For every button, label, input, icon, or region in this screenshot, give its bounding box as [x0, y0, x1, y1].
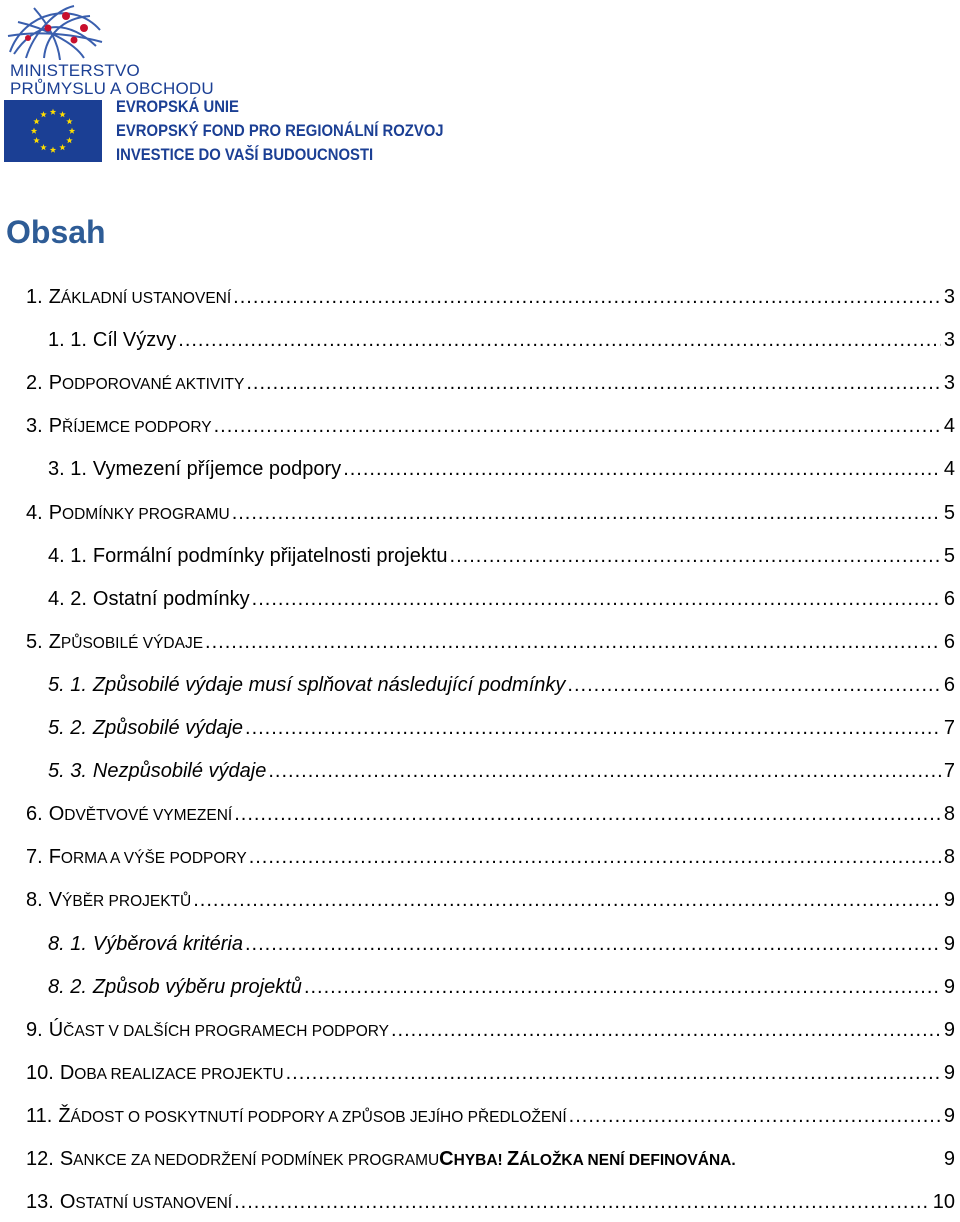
toc-entry[interactable] — [48, 758, 955, 784]
toc-entry-label — [26, 284, 231, 312]
toc-entry-number: 3. 1. — [48, 458, 87, 480]
toc-leader-dots — [450, 543, 941, 569]
toc-leader-dots — [245, 715, 941, 741]
toc-entry-number: 11. — [26, 1105, 53, 1127]
toc-entry-title-rest: OBA REALIZACE PROJEKTU — [74, 1066, 284, 1083]
toc-entry-number: 13. — [26, 1191, 54, 1213]
toc-leader-dots — [252, 586, 941, 612]
toc-entry-title-initial: D — [59, 1062, 75, 1084]
toc-entry-number: 7. — [26, 846, 43, 868]
toc-entry-label — [26, 413, 212, 441]
toc-entry-title: Formální podmínky přijatelnosti projektu — [92, 545, 448, 567]
toc-entry-title-rest: ŘÍJEMCE PODPORY — [62, 419, 212, 436]
toc-entry[interactable] — [26, 413, 955, 439]
toc-entry-label — [48, 327, 176, 353]
toc-entry-title-rest: ÝBĚR PROJEKTŮ — [62, 893, 192, 910]
toc-entry-number: 5. — [26, 631, 43, 653]
ministry-name-line-1: MINISTERSTVO — [10, 61, 140, 80]
toc-entry-title-rest: ÁDOST O POSKYTNUTÍ PODPORY A ZPŮSOB JEJÍHO PŘEDLOŽENÍ — [70, 1109, 567, 1126]
toc-leader-dots — [343, 456, 941, 482]
toc-entry-error-initial: C — [439, 1148, 454, 1170]
toc-entry-title-initial: P — [48, 502, 63, 524]
toc-page-number: 9 — [943, 1148, 955, 1170]
toc-entry[interactable] — [26, 1060, 955, 1086]
toc-page-number: 8 — [943, 803, 955, 825]
toc-entry[interactable] — [48, 672, 955, 698]
toc-entry-label — [26, 1189, 232, 1217]
toc-entry-title-rest: ORMA A VÝŠE PODPORY — [60, 850, 247, 867]
page-title: Obsah — [6, 214, 106, 250]
toc-entry-label — [26, 887, 191, 915]
toc-page-number: 6 — [943, 631, 955, 653]
toc-entry-title-rest: STATNÍ USTANOVENÍ — [75, 1195, 233, 1212]
toc-entry[interactable] — [26, 284, 955, 310]
toc-leader-dots — [391, 1017, 941, 1043]
toc-entry[interactable] — [48, 456, 955, 482]
toc-entry[interactable] — [48, 327, 955, 353]
ministry-name-line-2: PRŮMYSLU A OBCHODU — [10, 79, 214, 98]
toc-entry[interactable] — [26, 1189, 955, 1215]
toc-entry-title-initial: Ú — [48, 1019, 64, 1041]
toc-page-number: 3 — [943, 372, 955, 394]
toc-entry-label — [26, 500, 230, 528]
toc-entry-label — [26, 629, 203, 657]
toc-entry-number: 5. 1. — [48, 674, 87, 696]
toc-entry-number: 1. 1. — [48, 329, 87, 351]
toc-leader-dots — [569, 1103, 941, 1129]
toc-entry[interactable] — [26, 1146, 955, 1172]
toc-entry-error — [439, 1148, 736, 1170]
toc-leader-dots — [205, 629, 941, 655]
toc-entry-title: Nezpůsobilé výdaje — [92, 760, 267, 782]
toc-entry[interactable] — [48, 931, 955, 957]
toc-entry-label — [26, 370, 244, 398]
toc-page-number: 9 — [943, 889, 955, 911]
toc-entry[interactable] — [26, 370, 955, 396]
toc-page-number: 9 — [943, 1062, 955, 1084]
toc-entry-title-rest: DVĚTVOVÉ VYMEZENÍ — [64, 807, 233, 824]
toc-entry-error-rest-2: ÁLOŽKA NENÍ DEFINOVÁNA. — [519, 1152, 736, 1169]
toc-entry-number: 3. — [26, 415, 43, 437]
toc-entry-label — [26, 1146, 736, 1174]
toc-entry-number: 1. — [26, 286, 43, 308]
toc-entry-label — [26, 1103, 567, 1131]
toc-leader-dots — [268, 758, 941, 784]
toc-entry-number: 6. — [26, 803, 43, 825]
toc-entry-title-rest: ODPOROVANÉ AKTIVITY — [62, 376, 245, 393]
toc-entry-label — [48, 456, 341, 482]
toc-entry-number: 4. 2. — [48, 588, 87, 610]
toc-entry[interactable] — [48, 586, 955, 612]
toc-page-number: 9 — [943, 1105, 955, 1127]
toc-entry-label — [48, 543, 448, 569]
toc-entry-number: 4. — [26, 502, 43, 524]
toc-entry-title-rest: ČAST V DALŠÍCH PROGRAMECH PODPORY — [63, 1023, 389, 1040]
toc-entry[interactable] — [26, 629, 955, 655]
toc-page-number: 4 — [943, 415, 955, 437]
toc-entry-title-initial: F — [48, 846, 61, 868]
toc-page-number: 3 — [943, 329, 955, 351]
toc-leader-dots — [567, 672, 940, 698]
toc-entry-title: Vymezení příjemce podpory — [92, 458, 342, 480]
eu-fund-logo — [4, 96, 444, 166]
toc-entry-label — [48, 931, 243, 957]
toc-entry-title-initial: Z — [48, 286, 61, 308]
toc-entry-title-rest: PŮSOBILÉ VÝDAJE — [60, 635, 204, 652]
eu-line-3: INVESTICE DO VAŠÍ BUDOUCNOSTI — [116, 146, 374, 164]
toc-leader-dots — [249, 844, 941, 870]
toc-entry[interactable] — [26, 844, 955, 870]
toc-entry-label — [48, 715, 243, 741]
toc-entry-title: Způsobilé výdaje — [92, 717, 244, 739]
toc-entry-label — [48, 758, 266, 784]
toc-leader-dots — [234, 801, 941, 827]
toc-entry-title: Výběrová kritéria — [92, 933, 243, 955]
toc-entry-label — [26, 801, 232, 829]
toc-leader-dots — [234, 1189, 930, 1215]
toc-entry-title-initial: Z — [48, 631, 61, 653]
toc-entry-number: 8. — [26, 889, 43, 911]
toc-page-number: 4 — [943, 458, 955, 480]
toc-entry[interactable] — [26, 801, 955, 827]
toc-page-number: 6 — [943, 588, 955, 610]
toc-page-number: 8 — [943, 846, 955, 868]
toc-page-number: 7 — [943, 717, 955, 739]
toc-page-number: 3 — [943, 286, 955, 308]
toc-leader-dots — [233, 284, 941, 310]
toc-entry-number: 2. — [26, 372, 43, 394]
toc-entry-number: 5. 2. — [48, 717, 87, 739]
toc-entry-title: Způsobilé výdaje musí splňovat následující podmínky — [92, 674, 566, 696]
toc-entry[interactable] — [26, 1103, 955, 1129]
toc-leader-dots — [232, 500, 941, 526]
toc-entry-title-rest: ODMÍNKY PROGRAMU — [62, 506, 230, 523]
toc-leader-dots — [178, 327, 941, 353]
toc-entry[interactable] — [48, 543, 955, 569]
toc-entry[interactable] — [48, 715, 955, 741]
globe-icon — [4, 2, 104, 60]
toc-page-number: 9 — [943, 933, 955, 955]
toc-entry-title-initial: S — [59, 1148, 74, 1170]
toc-entry-title-initial: O — [59, 1191, 76, 1213]
toc-leader-dots — [245, 931, 941, 957]
toc-leader-dots — [214, 413, 941, 439]
toc-entry-title-initial: V — [48, 889, 63, 911]
toc-entry-title: Cíl Výzvy — [92, 329, 177, 351]
toc-entry[interactable] — [26, 887, 955, 913]
toc-page-number: 10 — [932, 1191, 955, 1213]
toc-entry-number: 8. 2. — [48, 976, 87, 998]
toc-entry-number: 4. 1. — [48, 545, 87, 567]
toc-entry-label — [48, 974, 302, 1000]
toc-entry-label — [48, 672, 565, 698]
eu-flag-icon — [4, 100, 102, 162]
eu-line-2: EVROPSKÝ FOND PRO REGIONÁLNÍ ROZVOJ — [116, 122, 444, 140]
toc-entry[interactable] — [26, 1017, 955, 1043]
toc-entry-number: 9. — [26, 1019, 43, 1041]
toc-entry-title-initial: P — [48, 415, 63, 437]
toc-page-number: 9 — [943, 976, 955, 998]
toc-leader-dots — [304, 974, 941, 1000]
toc-entry-title-rest: ÁKLADNÍ USTANOVENÍ — [60, 290, 232, 307]
toc-entry-number: 10. — [26, 1062, 54, 1084]
toc-entry-title: Způsob výběru projektů — [92, 976, 302, 998]
toc-entry-title-initial: P — [48, 372, 63, 394]
toc-entry[interactable] — [26, 500, 955, 526]
toc-entry-label — [26, 1060, 284, 1088]
ministry-logo — [4, 2, 214, 98]
toc-page-number: 7 — [943, 760, 955, 782]
toc-entry-number: 8. 1. — [48, 933, 87, 955]
toc-leader-dots — [286, 1060, 941, 1086]
toc-entry-title-initial: O — [48, 803, 65, 825]
eu-line-1: EVROPSKÁ UNIE — [116, 98, 239, 116]
toc-leader-dots — [246, 370, 941, 396]
toc-entry-label — [48, 586, 250, 612]
toc-page-number: 6 — [943, 674, 955, 696]
toc-entry[interactable] — [48, 974, 955, 1000]
toc-entry-number: 5. 3. — [48, 760, 87, 782]
toc-entry-label — [26, 844, 247, 872]
toc-entry-label — [26, 1017, 389, 1045]
toc-entry-error-rest: HYBA! — [453, 1152, 508, 1169]
toc-entry-title: Ostatní podmínky — [92, 588, 250, 610]
toc-page-number: 5 — [943, 502, 955, 524]
toc-page-number: 5 — [943, 545, 955, 567]
toc-entry-title-rest: ANKCE ZA NEDODRŽENÍ PODMÍNEK PROGRAMU — [73, 1152, 440, 1169]
toc-entry-error-initial-2: Z — [507, 1148, 520, 1170]
toc-leader-dots — [193, 887, 941, 913]
toc-page-number: 9 — [943, 1019, 955, 1041]
toc-entry-title-initial: Ž — [58, 1105, 71, 1127]
toc-entry-number: 12. — [26, 1148, 54, 1170]
